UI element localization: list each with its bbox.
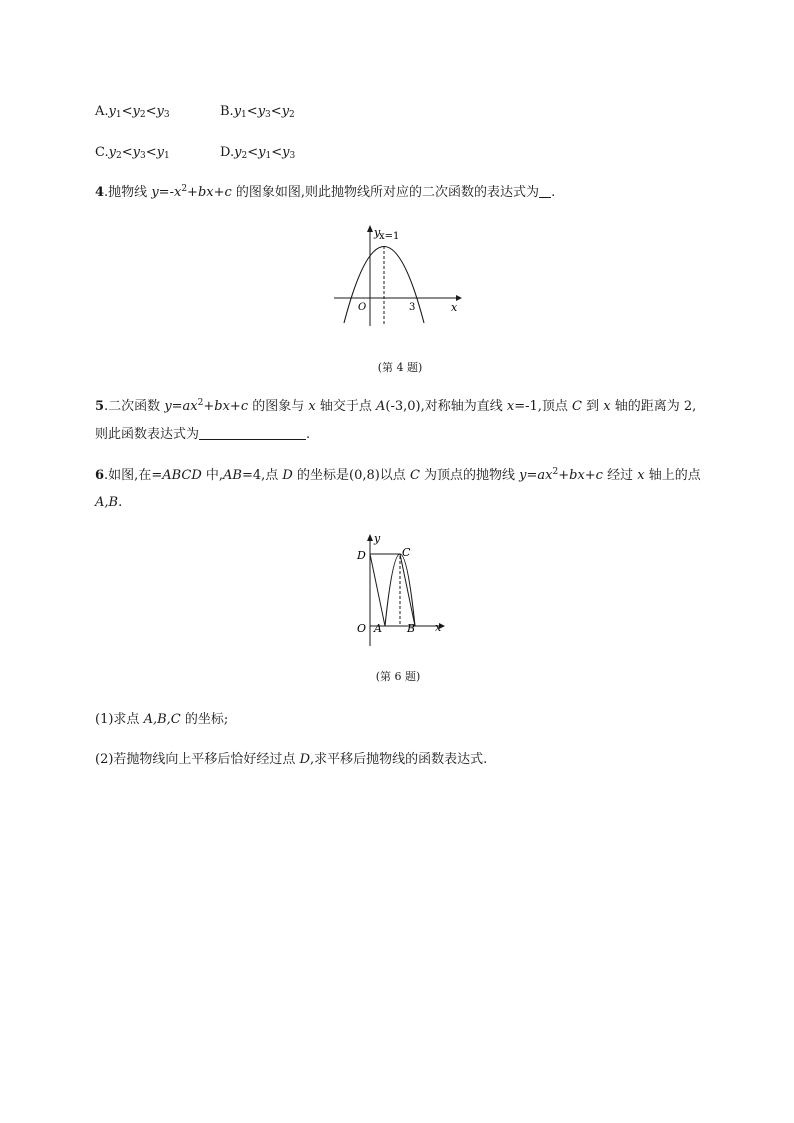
- figure-4-caption: (第 4 题): [377, 361, 423, 374]
- point-c-label: C: [402, 546, 411, 559]
- question-6-part-2: (2)若抛物线向上平移后恰好经过点 D,求平移后抛物线的函数表达式.: [95, 752, 488, 767]
- option-d: $D.y_2<y_1<y_3$: [220, 145, 296, 161]
- answer-blank[interactable]: [539, 185, 551, 198]
- figure-6-caption: (第 6 题): [375, 670, 421, 683]
- question-6-part-1: (1)求点 A,B,C 的坐标;: [95, 712, 229, 727]
- y-axis-label: y: [374, 226, 381, 239]
- option-a: $A.y_1<y_2<y_3$: [95, 104, 170, 120]
- origin-label: O: [358, 302, 367, 313]
- option-c: $C.y_2<y_3<y_1$: [95, 145, 170, 161]
- segment-da: [370, 554, 385, 626]
- question-5-text: 5.二次函数 $y=ax^2+bx+c$ 的图象与 x 轴交于点 A(-3,0),对称轴为直线 x=-1,顶点 C 到 x 轴的距离为 2,: [95, 398, 697, 414]
- question-5-line-2: 则此函数表达式为 .: [95, 427, 311, 442]
- tick-label-3: 3: [409, 302, 416, 313]
- y-axis-label: y: [374, 532, 381, 545]
- symmetry-axis-label: x=1: [379, 231, 400, 242]
- question-4-text: 4.抛物线 $y=-x^2+bx+c$ 的图象如图,则此抛物线所对应的二次函数的表达式为 .: [95, 184, 556, 200]
- point-d-label: D: [357, 549, 366, 562]
- segment-cb: [400, 554, 415, 626]
- question-4-figure: [330, 222, 465, 332]
- answer-blank[interactable]: [199, 427, 306, 440]
- question-6-line-2: A,B.: [95, 495, 123, 510]
- y-axis-arrow: [367, 534, 373, 541]
- parabola-curve: [385, 554, 415, 626]
- x-axis-label: x: [435, 621, 442, 634]
- origin-label: O: [357, 622, 367, 635]
- point-a-label: A: [374, 622, 382, 635]
- x-axis-label: x: [451, 301, 458, 314]
- y-axis-arrow: [367, 225, 373, 232]
- option-b: $B.y_1<y_3<y_2$: [220, 104, 295, 120]
- question-6-text: 6.如图,在=ABCD 中,AB=4,点 D 的坐标是(0,8)以点 C 为顶点的抛物线 $y=ax^2+bx+c$ 经过 x 轴上的点: [95, 467, 701, 483]
- point-b-label: B: [407, 622, 416, 635]
- question-6-figure: [350, 530, 450, 648]
